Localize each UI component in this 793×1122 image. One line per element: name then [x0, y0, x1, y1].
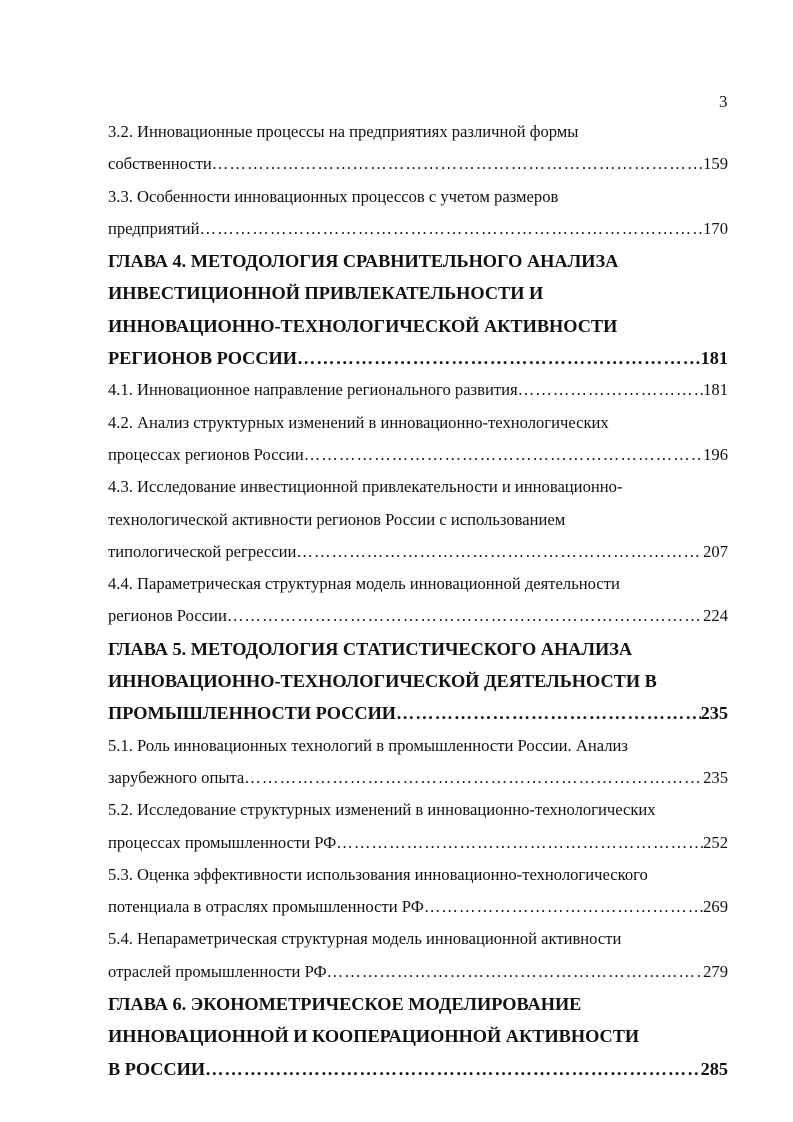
entry-title-line: 4.2. Анализ структурных изменений в инновационно-технологических — [108, 412, 609, 432]
entry-title-line: 5.4. Непараметрическая структурная модель инновационной активности — [108, 929, 622, 949]
entry-page-number: 224 — [703, 606, 728, 626]
dot-leader — [297, 342, 701, 374]
dot-leader — [212, 148, 703, 180]
section-entry[interactable] — [108, 568, 728, 633]
chapter-entry[interactable] — [108, 988, 728, 1085]
page-number: 3 — [719, 92, 728, 111]
entry-title-end: потенциала в отраслях промышленности РФ — [108, 897, 424, 917]
entry-leader-line — [108, 342, 728, 374]
entry-page-number: 235 — [703, 767, 728, 787]
entry-title-end: РЕГИОНОВ РОССИИ — [108, 348, 297, 369]
entry-leader-line — [108, 600, 728, 632]
entry-leader-line — [108, 536, 728, 568]
entry-page-number: 196 — [703, 444, 728, 464]
entry-title-line: ГЛАВА 6. ЭКОНОМЕТРИЧЕСКОЕ МОДЕЛИРОВАНИЕ — [108, 994, 582, 1015]
entry-leader-line — [108, 148, 728, 180]
entry-page-number: 279 — [703, 961, 728, 981]
entry-title-line: 3.3. Особенности инновационных процессов с учетом размеров — [108, 186, 559, 206]
entry-page-number: 269 — [703, 897, 728, 917]
section-entry[interactable] — [108, 181, 728, 246]
entry-title-line: ГЛАВА 5. МЕТОДОЛОГИЯ СТАТИСТИЧЕСКОГО АНАЛИЗА — [108, 638, 633, 659]
entry-title-line: ИННОВАЦИОННО-ТЕХНОЛОГИЧЕСКОЙ АКТИВНОСТИ — [108, 315, 618, 336]
entry-page-number: 207 — [703, 541, 728, 561]
table-of-contents — [108, 116, 728, 1085]
entry-title-end: типологической регрессии — [108, 541, 297, 561]
entry-page-number: 159 — [703, 154, 728, 174]
entry-title-end: процессах регионов России — [108, 444, 304, 464]
entry-title-line: 5.1. Роль инновационных технологий в промышленности России. Анализ — [108, 735, 628, 755]
entry-title-line: ИННОВАЦИОННО-ТЕХНОЛОГИЧЕСКОЙ ДЕЯТЕЛЬНОСТИ В — [108, 671, 657, 692]
entry-page-number: 181 — [700, 348, 728, 369]
chapter-entry[interactable] — [108, 633, 728, 730]
entry-page-number: 170 — [703, 218, 728, 238]
entry-title-line: 4.3. Исследование инвестиционной привлекательности и инновационно- — [108, 477, 623, 497]
dot-leader — [244, 762, 703, 794]
entry-title-line: технологической активности регионов России с использованием — [108, 509, 566, 529]
dot-leader — [227, 600, 703, 632]
entry-title-end: зарубежного опыта — [108, 767, 245, 787]
dot-leader — [518, 374, 704, 406]
entry-page-number: 285 — [700, 1058, 728, 1079]
entry-title-end: 4.1. Инновационное направление регионального развития — [108, 380, 518, 400]
entry-title-line: ИНВЕСТИЦИОННОЙ ПРИВЛЕКАТЕЛЬНОСТИ И — [108, 283, 544, 304]
entry-title-end: ПРОМЫШЛЕННОСТИ РОССИИ — [108, 703, 397, 724]
entry-leader-line — [108, 827, 728, 859]
entry-title-end: отраслей промышленности РФ — [108, 961, 327, 981]
entry-title-end: В РОССИИ — [108, 1058, 206, 1079]
section-entry[interactable] — [108, 407, 728, 472]
entry-title-line: 4.4. Параметрическая структурная модель инновационной деятельности — [108, 574, 620, 594]
section-entry[interactable] — [108, 794, 728, 859]
entry-leader-line — [108, 374, 728, 406]
entry-leader-line — [108, 439, 728, 471]
entry-page-number: 181 — [703, 380, 728, 400]
section-entry[interactable] — [108, 374, 728, 406]
entry-page-number: 252 — [703, 832, 728, 852]
chapter-entry[interactable] — [108, 245, 728, 374]
dot-leader — [304, 439, 703, 471]
section-entry[interactable] — [108, 730, 728, 795]
entry-title-line: ИННОВАЦИОННОЙ И КООПЕРАЦИОННОЙ АКТИВНОСТИ — [108, 1026, 640, 1047]
dot-leader — [296, 536, 703, 568]
entry-leader-line — [108, 697, 728, 729]
entry-leader-line — [108, 891, 728, 923]
dot-leader — [199, 213, 703, 245]
entry-title-end: собственности — [108, 154, 212, 174]
entry-title-end: предприятий — [108, 218, 200, 238]
section-entry[interactable] — [108, 471, 728, 568]
entry-leader-line — [108, 956, 728, 988]
entry-title-line: 3.2. Инновационные процессы на предприятиях различной формы — [108, 122, 579, 141]
entry-title-line: 5.3. Оценка эффективности использования инновационно-технологического — [108, 864, 648, 884]
dot-leader — [424, 891, 703, 923]
dot-leader — [336, 827, 703, 859]
entry-title-end: процессах промышленности РФ — [108, 832, 337, 852]
section-entry[interactable] — [108, 116, 728, 181]
section-entry[interactable] — [108, 923, 728, 988]
dot-leader — [396, 697, 701, 729]
dot-leader — [327, 956, 703, 988]
entry-leader-line — [108, 1053, 728, 1085]
entry-page-number: 235 — [700, 703, 728, 724]
entry-leader-line — [108, 213, 728, 245]
section-entry[interactable] — [108, 859, 728, 924]
dot-leader — [205, 1053, 700, 1085]
entry-leader-line — [108, 762, 728, 794]
entry-title-end: регионов России — [108, 606, 227, 626]
entry-title-line: 5.2. Исследование структурных изменений в инновационно-технологических — [108, 800, 656, 820]
entry-title-line: ГЛАВА 4. МЕТОДОЛОГИЯ СРАВНИТЕЛЬНОГО АНАЛИЗА — [108, 251, 619, 272]
